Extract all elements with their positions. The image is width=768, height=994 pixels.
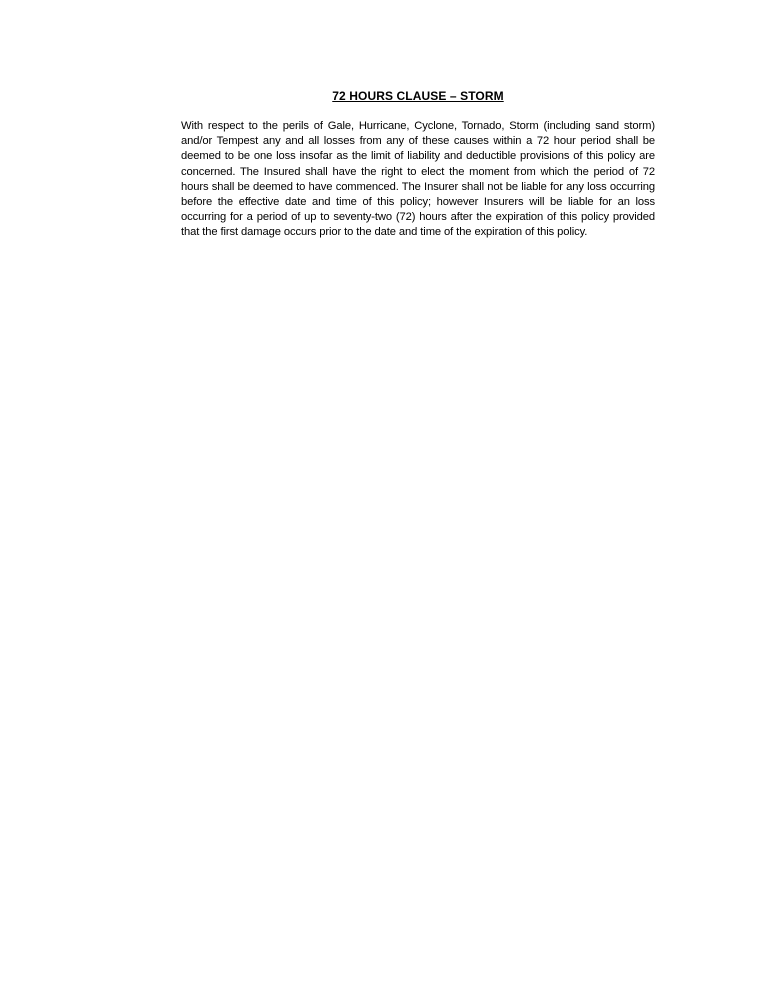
clause-body-paragraph: With respect to the perils of Gale, Hurricane, Cyclone, Tornado, Storm (including sand storm) and/or Tempest any and all losses from any of these causes within a 72 hour period shall be deemed to be one loss insofar as the limit of liability and deductible provisions of this policy are concerned. The Insured shall have the right to elect the moment from which the period of 72 hours shall be deemed to have commenced. The Insurer shall not be liable for any loss occurring before the effective date and time of this policy; however Insurers will be liable for an loss occurring for a period of up to seventy-two (72) hours after the expiration of this policy provided that the first damage occurs prior to the date and time of the expiration of this policy. <box>181 120 655 239</box>
clause-title: 72 HOURS CLAUSE – STORM <box>332 89 504 103</box>
